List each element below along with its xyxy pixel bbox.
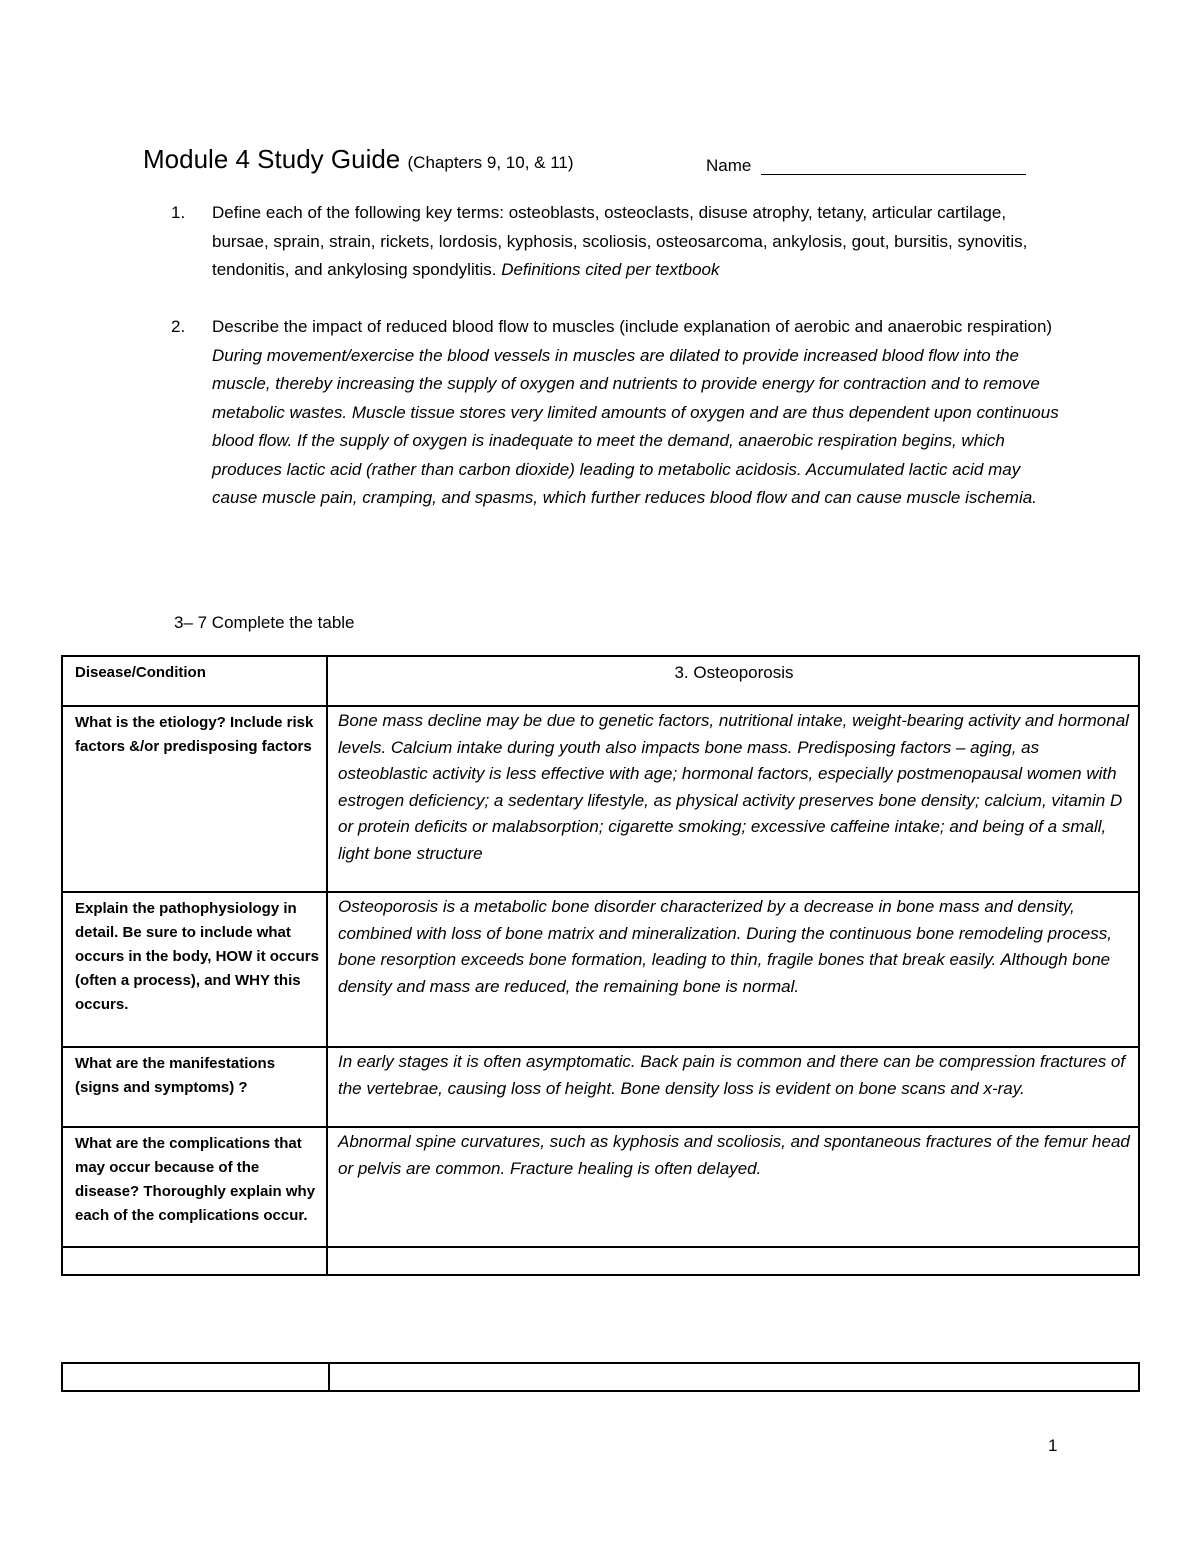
row-label: What are the complications that may occur because of the disease? Thoroughly explain why each of the complications occur. bbox=[62, 1127, 327, 1247]
row-answer: Bone mass decline may be due to genetic factors, nutritional intake, weight-bearing activity and hormonal levels. Calcium intake during youth also impacts bone mass. Predisposing factors – aging, as osteoblastic activity is less effective with age; hormonal factors, especially postmenopausal women with estrogen deficiency; a sedentary lifestyle, as physical activity preserves bone density; calcium, vitamin D or protein deficits or malabsorption; cigarette smoking; excessive caffeine intake; and being of a small, light bone structure bbox=[327, 706, 1139, 892]
name-blank-line[interactable] bbox=[761, 174, 1026, 175]
title-chapters: (Chapters 9, 10, & 11) bbox=[407, 153, 574, 172]
table-row bbox=[62, 1047, 1139, 1127]
disease-table bbox=[61, 655, 1140, 1276]
empty-cell bbox=[62, 1247, 327, 1275]
empty-cell bbox=[62, 1363, 329, 1391]
row-answer: Abnormal spine curvatures, such as kyphosis and scoliosis, and spontaneous fractures of the femur head or pelvis are common. Fracture healing is often delayed. bbox=[327, 1127, 1139, 1247]
empty-table bbox=[61, 1362, 1140, 1392]
question-note: Definitions cited per textbook bbox=[501, 260, 720, 279]
title-text: Module 4 Study Guide bbox=[143, 144, 401, 174]
empty-cell bbox=[327, 1247, 1139, 1275]
row-label: Explain the pathophysiology in detail. Be sure to include what occurs in the body, HOW it occurs (often a process), and WHY this occurs. bbox=[62, 892, 327, 1047]
page-number: 1 bbox=[1048, 1436, 1058, 1455]
table-row bbox=[62, 706, 1139, 892]
page-title bbox=[143, 144, 574, 175]
header-label-cell: Disease/Condition bbox=[62, 656, 327, 706]
row-answer: Osteoporosis is a metabolic bone disorder characterized by a decrease in bone mass and density, combined with loss of bone matrix and mineralization. During the continuous bone remodeling process, bone resorption exceeds bone formation, leading to thin, fragile bones that break easily. Although bone density and mass are reduced, the remaining bone is normal. bbox=[327, 892, 1139, 1047]
page-header bbox=[143, 144, 1043, 184]
header-value-cell: 3. Osteoporosis bbox=[327, 656, 1139, 706]
table-empty-row bbox=[62, 1247, 1139, 1275]
row-label: What is the etiology? Include risk factors &/or predisposing factors bbox=[62, 706, 327, 892]
question-number: 2. bbox=[171, 317, 186, 336]
question-number: 1. bbox=[171, 203, 186, 222]
question-1 bbox=[171, 199, 1071, 285]
row-label: What are the manifestations (signs and symptoms) ? bbox=[62, 1047, 327, 1127]
row-answer: In early stages it is often asymptomatic. Back pain is common and there can be compression fractures of the vertebrae, causing loss of height. Bone density loss is evident on bone scans and x-ray. bbox=[327, 1047, 1139, 1127]
question-prompt: Describe the impact of reduced blood flow to muscles (include explanation of aerobic and anaerobic respiration) bbox=[212, 317, 1053, 336]
table-empty-row bbox=[62, 1363, 1139, 1391]
empty-cell bbox=[329, 1363, 1139, 1391]
table-row bbox=[62, 892, 1139, 1047]
name-label: Name bbox=[706, 156, 752, 175]
question-2 bbox=[171, 313, 1071, 513]
question-prompt: Define each of the following key terms: osteoblasts, osteoclasts, disuse atrophy, tetany, articular cartilage, bursae, sprain, strain, rickets, lordosis, kyphosis, scoliosis, osteosarcoma, ankylosis, gout, bursitis, synovitis, tendonitis, and ankylosing spondylitis. bbox=[212, 203, 1028, 279]
question-answer: During movement/exercise the blood vessels in muscles are dilated to provide increased blood flow into the muscle, thereby increasing the supply of oxygen and nutrients to provide energy for contraction and to remove metabolic wastes. Muscle tissue stores very limited amounts of oxygen and are thus dependent upon continuous blood flow. If the supply of oxygen is inadequate to meet the demand, anaerobic respiration begins, which produces lactic acid (rather than carbon dioxide) leading to metabolic acidosis. Accumulated lactic acid may cause muscle pain, cramping, and spasms, which further reduces blood flow and can cause muscle ischemia. bbox=[212, 345, 1059, 507]
table-title: 3– 7 Complete the table bbox=[174, 613, 355, 632]
table-header-row bbox=[62, 656, 1139, 706]
table-row bbox=[62, 1127, 1139, 1247]
